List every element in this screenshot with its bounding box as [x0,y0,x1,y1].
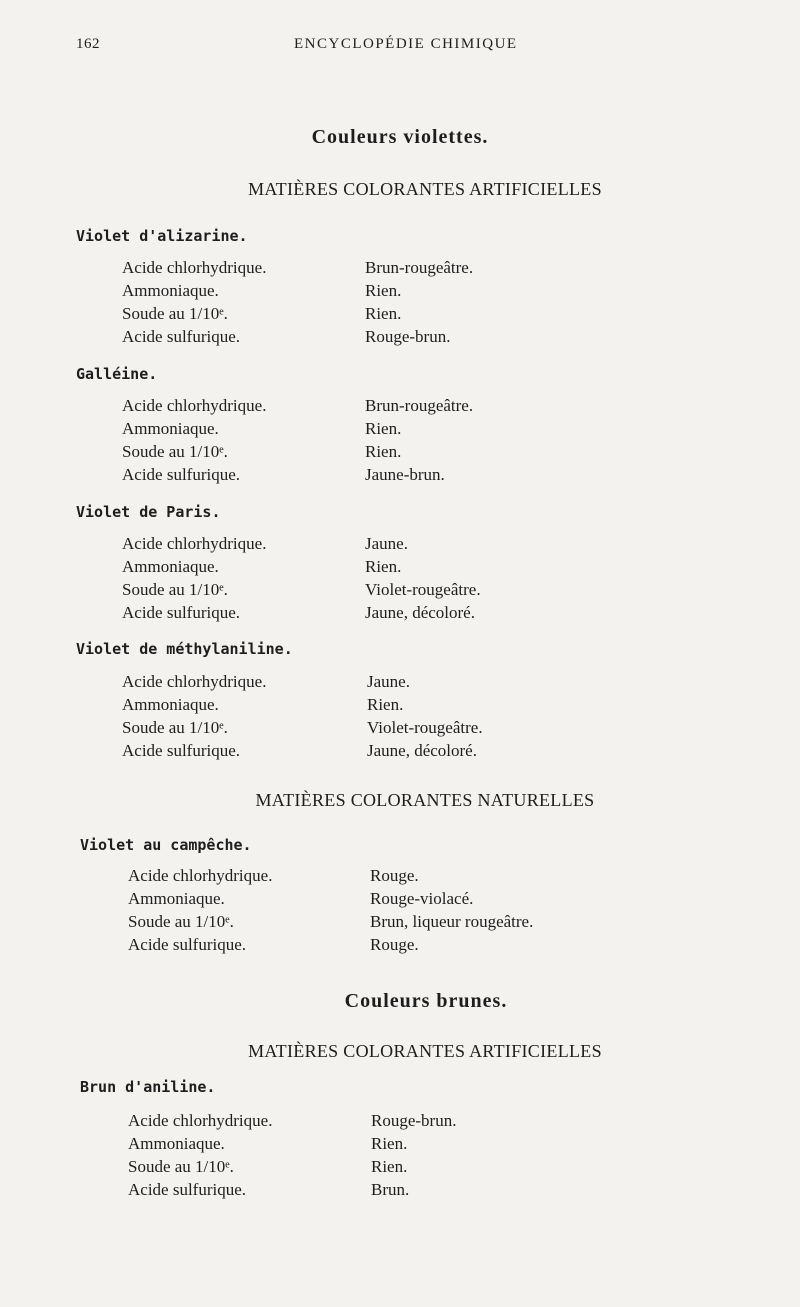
reagent-label: Ammoniaque. [128,889,225,908]
result-value: Violet-rougeâtre. [365,580,481,599]
result-value: Jaune, décoloré. [365,603,475,622]
reagent-label: Soude au 1/10ᵉ. [122,304,228,323]
subsection-heading: MATIÈRES COLORANTES ARTIFICIELLES [248,1041,602,1061]
reagent-label: Ammoniaque. [128,1134,225,1153]
reagent-label: Acide sulfurique. [128,935,247,954]
reagent-label: Soude au 1/10ᵉ. [122,580,228,599]
result-value: Rien. [371,1157,408,1176]
result-value: Brun-rougeâtre. [365,396,474,415]
result-value: Rien. [371,1134,408,1153]
result-value: Rouge. [370,935,419,954]
reagent-label: Soude au 1/10ᵉ. [128,912,234,931]
result-value: Rien. [365,419,402,438]
result-value: Rouge-violacé. [370,889,474,908]
reagent-label: Acide chlorhydrique. [122,672,267,691]
result-value: Rien. [365,557,402,576]
result-value: Rien. [365,281,402,300]
entry-name: Violet de méthylaniline. [76,640,293,658]
reagent-label: Acide chlorhydrique. [128,866,273,885]
result-value: Rien. [365,442,402,461]
result-value: Rouge-brun. [371,1111,457,1130]
subsection-heading: MATIÈRES COLORANTES ARTIFICIELLES [248,179,602,199]
section-title-brunes: Couleurs brunes. [344,990,508,1012]
reagent-label: Ammoniaque. [122,557,219,576]
result-value: Jaune. [365,534,408,553]
reagent-label: Ammoniaque. [122,419,219,438]
result-value: Rien. [365,304,402,323]
reagent-label: Soude au 1/10ᵉ. [122,442,228,461]
subsection-heading: MATIÈRES COLORANTES NATURELLES [255,790,595,810]
reagent-label: Acide sulfurique. [122,741,241,760]
result-value: Rien. [367,695,404,714]
reagent-label: Acide sulfurique. [122,603,241,622]
entry-name: Violet d'alizarine. [76,227,248,245]
page-number: 162 [76,36,100,52]
reagent-label: Acide chlorhydrique. [128,1111,273,1130]
result-value: Brun. [371,1180,410,1199]
reagent-label: Acide sulfurique. [128,1180,247,1199]
reagent-label: Soude au 1/10ᵉ. [122,718,228,737]
result-value: Jaune. [367,672,410,691]
entry-name: Brun d'aniline. [80,1078,216,1096]
entry-name: Violet au campêche. [80,836,252,854]
reagent-label: Acide chlorhydrique. [122,258,267,277]
running-title: ENCYCLOPÉDIE CHIMIQUE [294,36,518,52]
result-value: Jaune, décoloré. [367,741,477,760]
result-value: Rouge-brun. [365,327,451,346]
reagent-label: Ammoniaque. [122,695,219,714]
reagent-label: Acide chlorhydrique. [122,396,267,415]
entry-name: Galléine. [76,365,158,383]
section-title-violettes: Couleurs violettes. [311,126,489,148]
entry-name: Violet de Paris. [76,503,221,521]
reagent-label: Soude au 1/10ᵉ. [128,1157,234,1176]
result-value: Violet-rougeâtre. [367,718,483,737]
reagent-label: Acide sulfurique. [122,327,241,346]
reagent-label: Ammoniaque. [122,281,219,300]
result-value: Rouge. [370,866,419,885]
reagent-label: Acide chlorhydrique. [122,534,267,553]
result-value: Brun-rougeâtre. [365,258,474,277]
result-value: Brun, liqueur rougeâtre. [370,912,534,931]
reagent-label: Acide sulfurique. [122,465,241,484]
result-value: Jaune-brun. [365,465,445,484]
